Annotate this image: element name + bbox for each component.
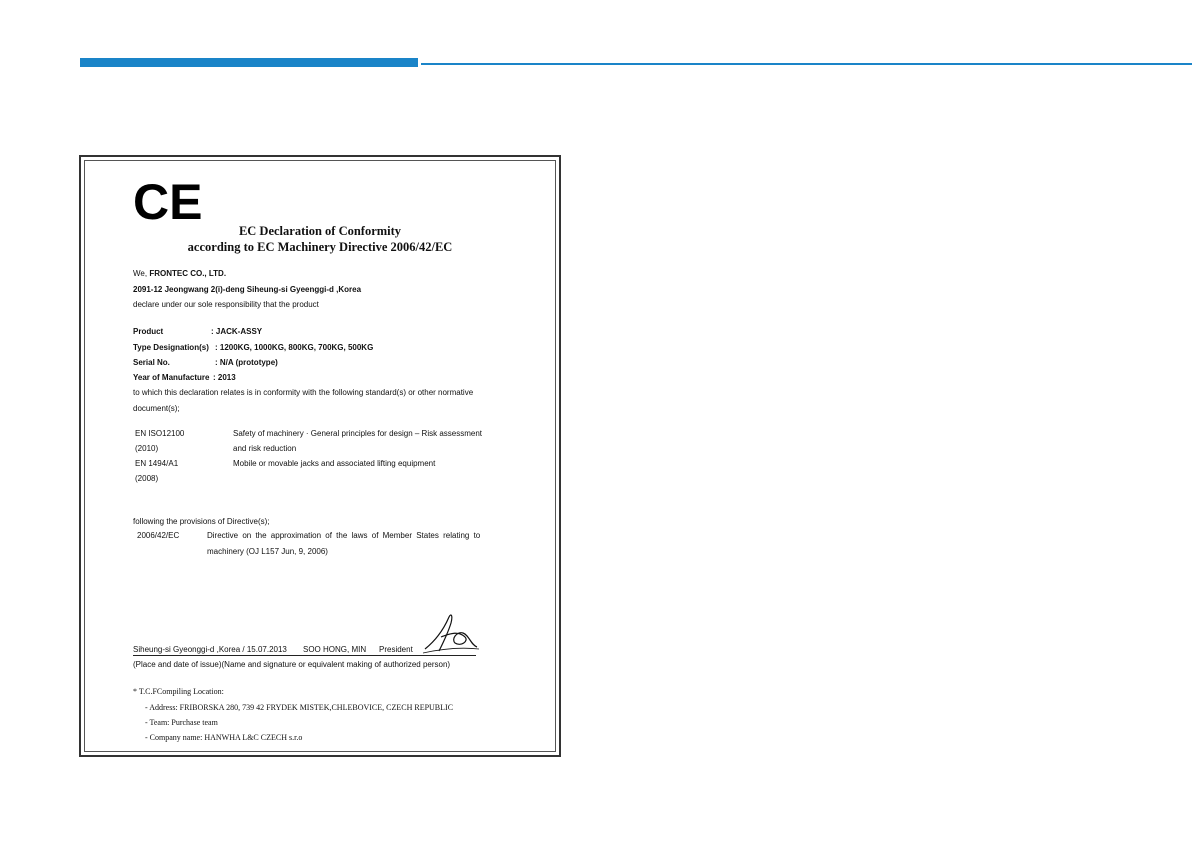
year-label: Year of Manufacture — [133, 373, 210, 382]
tcf-company: - Company name: HANWHA L&C CZECH s.r.o — [145, 733, 303, 742]
certificate-body — [84, 160, 556, 752]
company-line — [133, 269, 226, 278]
product-value: : JACK-ASSY — [211, 327, 263, 336]
conformity-text-line2: document(s); — [133, 404, 180, 413]
ce-mark-text: CE — [133, 175, 203, 225]
standard-desc-2a: Mobile or movable jacks and associated lifting equipment — [233, 459, 436, 468]
declare-text: declare under our sole responsibility that the product — [133, 300, 319, 309]
header-rule — [421, 63, 1192, 65]
tcf-address: - Address: FRIBORSKA 280, 739 42 FRYDEK MISTEK,CHLEBOVICE, CZECH REPUBLIC — [145, 703, 454, 712]
directive-code: 2006/42/EC — [137, 531, 180, 540]
certificate-title-line1: EC Declaration of Conformity — [238, 224, 402, 238]
place-caption: (Place and date of issue)(Name and signature or equivalent making of authorized person) — [133, 660, 451, 669]
certificate-title-line2: according to EC Machinery Directive 2006/42/EC — [187, 240, 453, 254]
product-label: Product — [133, 327, 164, 336]
conformity-text-line1: to which this declaration relates is in conformity with the following standard(s) or other normative — [133, 388, 474, 397]
serial-value: : N/A (prototype) — [215, 358, 278, 367]
directive-desc-line2: machinery (OJ L157 Jun, 9, 2006) — [207, 547, 328, 556]
ce-mark-icon — [133, 175, 203, 225]
standard-code-2: EN 1494/A1 — [135, 459, 179, 468]
signature-icon — [421, 611, 481, 657]
standard-desc-1b: and risk reduction — [233, 444, 297, 453]
type-label: Type Designation(s) — [133, 343, 209, 352]
signer-title: President — [379, 645, 413, 654]
company-address: 2091-12 Jeongwang 2(i)-deng Siheung-si Gyeenggi-d ,Korea — [133, 285, 362, 294]
provisions-text: following the provisions of Directive(s); — [133, 517, 270, 526]
standard-year-2: (2008) — [135, 474, 159, 483]
company-name: FRONTEC CO., LTD. — [149, 269, 227, 278]
type-value: : 1200KG, 1000KG, 800KG, 700KG, 500KG — [215, 343, 374, 352]
directive-desc-line1: Directive on the approximation of the laws of Member States relating to — [207, 531, 481, 540]
standard-year-1: (2010) — [135, 444, 159, 453]
standard-desc-1a: Safety of machinery · General principles for design – Risk assessment — [233, 429, 482, 438]
standard-code-1: EN ISO12100 — [135, 429, 185, 438]
serial-label: Serial No. — [133, 358, 170, 367]
place-date: Siheung-si Gyeonggi-d ,Korea / 15.07.2013 — [133, 645, 287, 654]
signature-line — [133, 655, 476, 656]
signer-name: SOO HONG, MIN — [303, 645, 367, 654]
year-value: : 2013 — [213, 373, 236, 382]
header-accent-bar — [80, 58, 418, 67]
tcf-team: - Team: Purchase team — [145, 718, 218, 727]
we-prefix: We, — [133, 269, 148, 278]
tcf-heading: * T.C.FCompiling Location: — [133, 687, 224, 696]
certificate-image — [79, 155, 561, 757]
